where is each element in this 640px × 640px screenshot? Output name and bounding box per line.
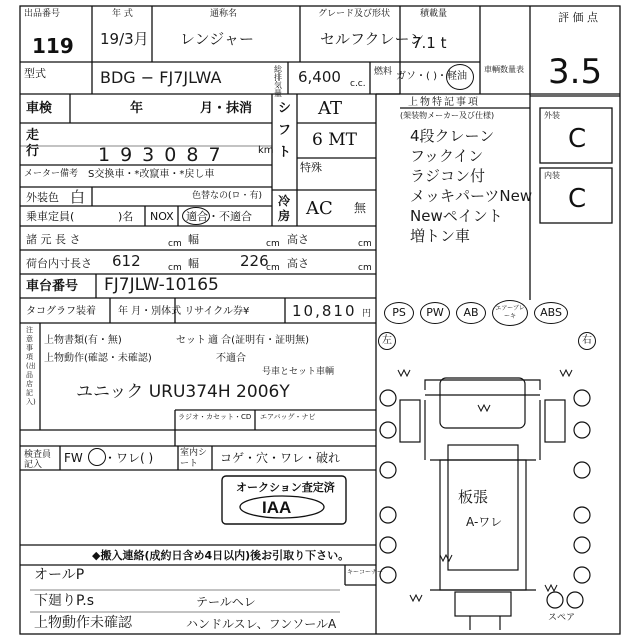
nox-circle [182, 207, 210, 225]
diesel-circle [446, 64, 474, 90]
note-5: Newペイント [410, 207, 503, 225]
nox-value: 適合・不適合 [186, 210, 252, 223]
crane-set-label: セット [176, 335, 206, 346]
equipment-subtitle: (架装物メーカー及び仕様) [400, 111, 495, 120]
bed-width-label: 幅 [188, 257, 199, 270]
bed-label: 荷台内寸長さ [26, 257, 92, 270]
fw-value: ・ワレ( ) [104, 451, 154, 465]
mileage-unit: km [258, 145, 274, 156]
grade-value: セルフクレーン [320, 30, 425, 48]
tacho-label: タコグラフ装着 [26, 306, 96, 317]
color-value: 白 [70, 188, 86, 206]
displacement-value: 6,400 [298, 68, 341, 86]
equipment-title: 上物特記事項 [408, 97, 480, 108]
nav-label: エアバッグ・ナビ [260, 413, 316, 421]
recycle-unit: 円 [362, 309, 372, 319]
remark-4: テールヘレ [196, 595, 256, 609]
remark-1: オールP [34, 567, 85, 583]
note-1: 4段クレーン [410, 127, 495, 145]
fw-label: FW [64, 451, 83, 465]
option-ps: PS [384, 302, 414, 324]
ac-label: 冷房 [278, 194, 291, 223]
year-value: 19/3月 [100, 30, 149, 48]
shift-at: AT [318, 98, 343, 119]
note-2: フックイン [410, 147, 484, 165]
remark-5: ハンドルスレ、フンソールA [186, 617, 337, 631]
corner-label: キーコーナー [347, 569, 384, 576]
doors-label: 車輌数量表 [484, 65, 524, 74]
option-ab: AB [456, 302, 486, 324]
recycle-label: 年 月・別体式 リサイクル券¥ [118, 306, 250, 317]
crane-docs-value: 適 合(証明有・証明無) [208, 335, 309, 346]
shaken-label: 車検 [26, 101, 53, 116]
dims-height-label: 高さ [287, 233, 309, 246]
shaken-year: 年 [130, 101, 144, 116]
mileage-value: 193087 [98, 144, 231, 166]
dims-label: 諸 元 長 さ [26, 233, 81, 246]
fuel-value: ガソ・( )・軽油 [396, 71, 467, 82]
year-label: 年 式 [112, 9, 133, 19]
crane-maker: ユニック URU374H 2006Y [76, 382, 290, 402]
damage-note-2: A-ワレ [466, 515, 503, 529]
inspector-label: 検査員記入 [24, 450, 52, 470]
dims-width-label: 幅 [188, 233, 199, 246]
crane-docs-label: 上物書類(有・無) [44, 335, 122, 346]
model-code-value: BDG − FJ7JLWA [100, 68, 222, 87]
model-name-label: 通称名 [210, 9, 238, 19]
exterior-label: 外装 [544, 111, 560, 120]
note-3: ラジコン付 [410, 167, 486, 185]
meter-label: メーター備考 [24, 169, 79, 179]
bed-cm-1: cm [168, 263, 182, 273]
capacity-label: 乗車定員( [26, 210, 75, 223]
note-4: メッキパーツNew [410, 187, 533, 205]
grade-label: グレード及び形状 [318, 9, 391, 19]
load-value: 7.1 t [412, 34, 447, 52]
crane-side-note: 注意事項(出品店記入) [26, 326, 36, 406]
damage-note-1: 板張 [458, 488, 489, 506]
diagram-right: 右 [578, 332, 596, 350]
dims-cm-1: cm [168, 239, 182, 249]
fuel-label: 燃料 [374, 67, 393, 77]
option-pw: PW [420, 302, 450, 324]
interior-label: 内装 [544, 171, 560, 180]
load-label: 積載量 [420, 9, 448, 19]
stamp-brand: IAA [262, 498, 292, 517]
mileage-label: 走行 [26, 128, 40, 159]
displacement-label: 総排気量 [274, 65, 282, 98]
ac-value: AC [306, 198, 333, 219]
stamp-title: オークション査定済 [236, 481, 335, 494]
diagram-left: 左 [378, 332, 396, 350]
lot-label: 出品番号 [24, 9, 61, 19]
interior-grade: C [568, 184, 587, 214]
bed-cm-3: cm [358, 263, 372, 273]
shaken-month: 月・抹消 [200, 101, 253, 116]
exterior-grade: C [568, 124, 587, 154]
score-value: 3.5 [548, 52, 603, 92]
capacity-unit: )名 [118, 210, 134, 223]
fw-circle [88, 448, 106, 466]
chassis-label: 車台番号 [26, 279, 79, 294]
crane-set-car: 号車とセット車輌 [262, 367, 335, 377]
displacement-unit: c.c. [350, 79, 366, 89]
lot-number: 119 [32, 34, 74, 58]
option-air-brake: エアーブレーキ [492, 300, 528, 326]
chassis-value: FJ7JLW-10165 [104, 275, 219, 295]
remark-3: 上物動作未確認 [34, 615, 132, 631]
recycle-value: 10,810 [292, 302, 357, 320]
option-abs: ABS [534, 302, 568, 324]
color-change: 色替なの(ロ・有) [192, 191, 263, 201]
meter-value: S交換車・*改竄車・*戻し車 [88, 169, 215, 180]
dims-cm-2: cm [266, 239, 280, 249]
bed-cm-2: cm [266, 263, 280, 273]
bed-height-label: 高さ [287, 257, 309, 270]
nox-label: NOX [150, 210, 174, 223]
shift-mt: 6 MT [312, 130, 357, 150]
color-label: 外装色 [26, 191, 59, 204]
audio-label: ラジオ・カセット・CD [178, 413, 252, 421]
crane-ops-label: 上物動作(確認・未確認) [44, 353, 152, 364]
pickup-notice: ◆搬入連絡(成約日含め4日以内)後お引取り下さい。 [92, 549, 350, 562]
score-label: 評 価 点 [558, 11, 598, 24]
seat-label: 室内シート [180, 448, 208, 469]
ac-none: 無 [354, 201, 367, 215]
bed-width: 226 [240, 252, 269, 270]
model-name-value: レンジャー [180, 30, 254, 48]
remark-2: 下廻りP.s [34, 593, 95, 609]
note-6: 増トン車 [410, 227, 471, 245]
dims-cm-3: cm [358, 239, 372, 249]
model-code-label: 型式 [24, 67, 46, 80]
shift-label: シフト [278, 101, 292, 160]
equipment-notes [410, 126, 532, 246]
seat-value: コゲ・穴・ワレ・破れ [220, 451, 341, 465]
spare-label: スペア [548, 613, 576, 623]
special-label: 特殊 [300, 161, 322, 174]
bed-length: 612 [112, 252, 141, 270]
crane-ops-value: 不適合 [216, 353, 246, 364]
